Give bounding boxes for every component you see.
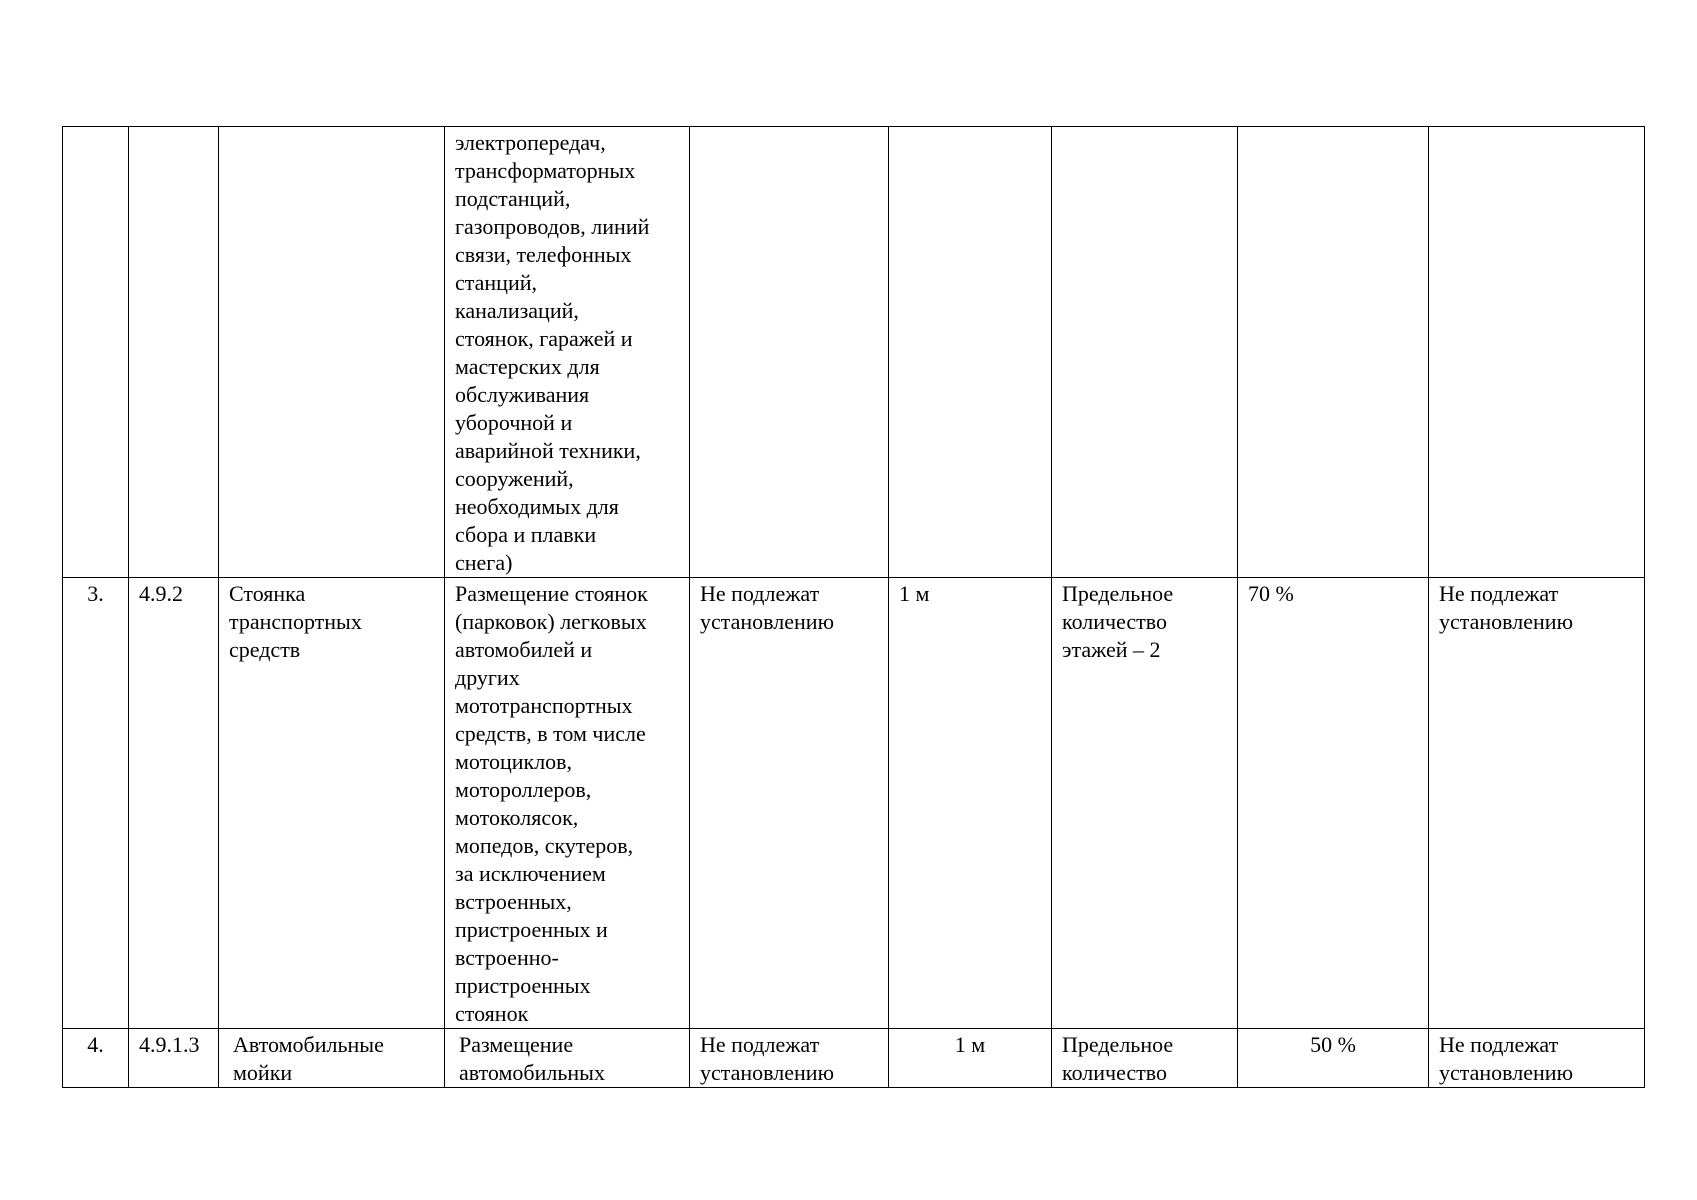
description-cell: Размещение стоянок (парковок) легковых автомобилей и других мототранспортных средств, в том числе мотоциклов, мотороллеров, мотоколясок, мопедов, скутеров, за исключением встроенных, пристроенных и встроенно- пристроенных стоянок [445,578,690,1029]
setback-cell [889,127,1052,578]
code-cell [129,127,219,578]
table-row [63,1029,1645,1088]
code-cell: 4.9.1.3 [129,1029,219,1088]
setback-cell: 1 м [889,578,1052,1029]
code-cell: 4.9.2 [129,578,219,1029]
coverage-cell [1238,127,1429,578]
min-area-cell [690,127,889,578]
other-cell: Не подлежат установлению [1429,578,1645,1029]
other-cell: Не подлежат установлению [1429,1029,1645,1088]
setback-cell: 1 м [889,1029,1052,1088]
row-number-cell [63,127,129,578]
name-cell [219,127,445,578]
description-cell: электропередач, трансформаторных подстанций, газопроводов, линий связи, телефонных станций, канализаций, стоянок, гаражей и мастерских для обслуживания уборочной и аварийной техники, сооружений, необходимых для сбора и плавки снега) [445,127,690,578]
floors-cell: Предельное количество этажей – 2 [1052,578,1238,1029]
name-cell: Стоянка транспортных средств [219,578,445,1029]
other-cell [1429,127,1645,578]
coverage-cell: 50 % [1238,1029,1429,1088]
regulations-table [62,126,1645,1088]
table-row [63,127,1645,578]
min-area-cell: Не подлежат установлению [690,1029,889,1088]
row-number-cell: 3. [63,578,129,1029]
min-area-cell: Не подлежат установлению [690,578,889,1029]
coverage-cell: 70 % [1238,578,1429,1029]
table-row [63,578,1645,1029]
name-cell: Автомобильные мойки [219,1029,445,1088]
floors-cell [1052,127,1238,578]
row-number-cell: 4. [63,1029,129,1088]
floors-cell: Предельное количество [1052,1029,1238,1088]
description-cell: Размещение автомобильных [445,1029,690,1088]
